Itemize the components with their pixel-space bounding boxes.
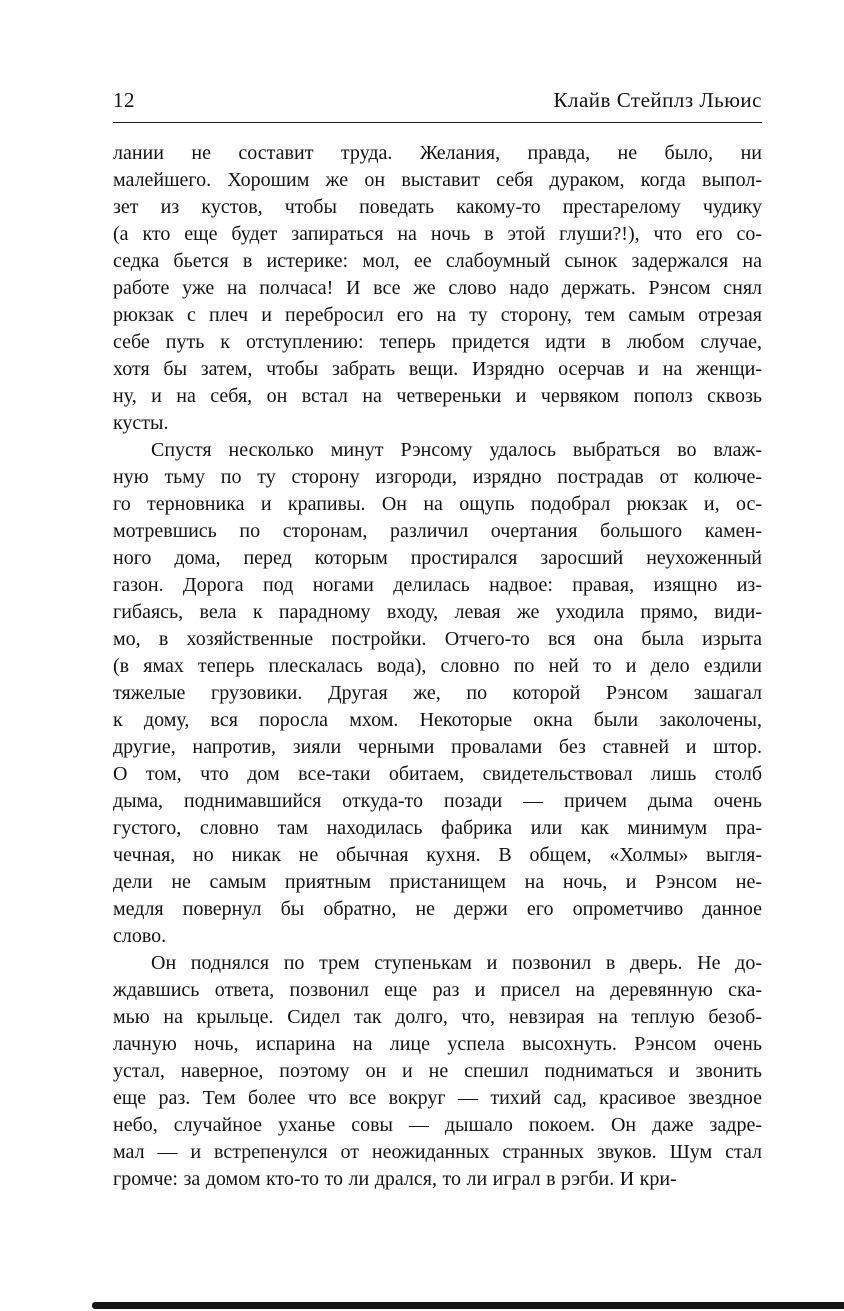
text-line: хотя бы затем, чтобы забрать вещи. Изрядно осерчав и на женщи-: [113, 358, 762, 380]
text-line: кусты.: [113, 412, 169, 434]
text-line: громче: за домом кто-то то ли дрался, то ли играл в рэгби. И кри-: [113, 1168, 677, 1190]
text-line: тяжелые грузовики. Другая же, по которой Рэнсом зашагал: [113, 682, 762, 704]
text-line: зет из кустов, чтобы поведать какому-то престарелому чудику: [113, 196, 762, 218]
text-line: мо, в хозяйственные постройки. Отчего-то вся она была изрыта: [113, 628, 762, 650]
text-line: густого, словно там находилась фабрика или как минимум пра-: [113, 817, 762, 839]
page-body: [113, 123, 762, 1193]
text-line: еще раз. Тем более что все вокруг — тихий сад, красивое звездное: [113, 1087, 762, 1109]
paragraph: [113, 950, 762, 1193]
paragraph: [113, 437, 762, 950]
text-line: дели не самым приятным пристанищем на ночь, и Рэнсом не-: [113, 871, 762, 893]
text-line: лачную ночь, испарина на лице успела высохнуть. Рэнсом очень: [113, 1033, 762, 1055]
text-line: гибаясь, вела к парадному входу, левая же уходила прямо, види-: [113, 601, 762, 623]
text-line: малейшего. Хорошим же он выставит себя дураком, когда выпол-: [113, 169, 762, 191]
text-line: работе уже на полчаса! И все же слово надо держать. Рэнсом снял: [113, 277, 762, 299]
paragraph: [113, 140, 762, 437]
text-line: небо, случайное уханье совы — дышало покоем. Он даже задре-: [113, 1114, 762, 1136]
text-line: (в ямах теперь плескалась вода), словно по ней то и дело ездили: [113, 655, 762, 677]
text-line: себе путь к отступлению: теперь придется идти в любом случае,: [113, 331, 762, 353]
text-line: ную тьму по ту сторону изгороди, изрядно пострадав от колюче-: [113, 466, 762, 488]
text-line: ждавшись ответа, позвонил еще раз и присел на деревянную ска-: [113, 979, 762, 1001]
text-line: мью на крыльце. Сидел так долго, что, невзирая на теплую безоб-: [113, 1006, 762, 1028]
text-line: к дому, вся поросла мхом. Некоторые окна были заколочены,: [113, 709, 762, 731]
text-line: мотревшись по сторонам, различил очертания большого камен-: [113, 520, 762, 542]
page-number: 12: [113, 88, 135, 112]
running-header-title: Клайв Стейплз Льюис: [553, 88, 762, 112]
text-line: мал — и встрепенулся от неожиданных странных звуков. Шум стал: [113, 1141, 762, 1163]
text-line: чечная, но никак не обычная кухня. В общем, «Холмы» выгля-: [113, 844, 762, 866]
text-line: Спустя несколько минут Рэнсому удалось выбраться во влаж-: [151, 439, 762, 461]
text-line: дыма, поднимавшийся откуда-то позади — причем дыма очень: [113, 790, 762, 812]
text-line: ну, и на себя, он встал на четвереньки и червяком пополз сквозь: [113, 385, 762, 407]
text-line: (а кто еще будет запираться на ночь в этой глуши?!), что его со-: [113, 223, 762, 245]
text-line: газон. Дорога под ногами делилась надвое: правая, изящно из-: [113, 574, 762, 596]
text-line: слово.: [113, 925, 167, 947]
running-header: [113, 88, 762, 123]
text-line: О том, что дом все-таки обитаем, свидетельствовал лишь столб: [113, 763, 762, 785]
text-line: го терновника и крапивы. Он на ощупь подобрал рюкзак и, ос-: [113, 493, 762, 515]
text-line: седка бьется в истерике: мол, ее слабоумный сынок задержался на: [113, 250, 762, 272]
text-line: устал, наверное, поэтому он и не спешил подниматься и звонить: [113, 1060, 762, 1082]
page-bottom-edge: [92, 1302, 844, 1309]
text-line: другие, напротив, зияли черными провалами без ставней и штор.: [113, 736, 762, 758]
text-line: лании не составит труда. Желания, правда, не было, ни: [113, 142, 762, 164]
text-line: медля повернул бы обратно, не держи его опрометчиво данное: [113, 898, 762, 920]
text-line: Он поднялся по трем ступенькам и позвонил в дверь. Не до-: [151, 952, 762, 974]
text-line: ного дома, перед которым простирался заросший неухоженный: [113, 547, 762, 569]
text-line: рюкзак с плеч и перебросил его на ту сторону, тем самым отрезая: [113, 304, 762, 326]
